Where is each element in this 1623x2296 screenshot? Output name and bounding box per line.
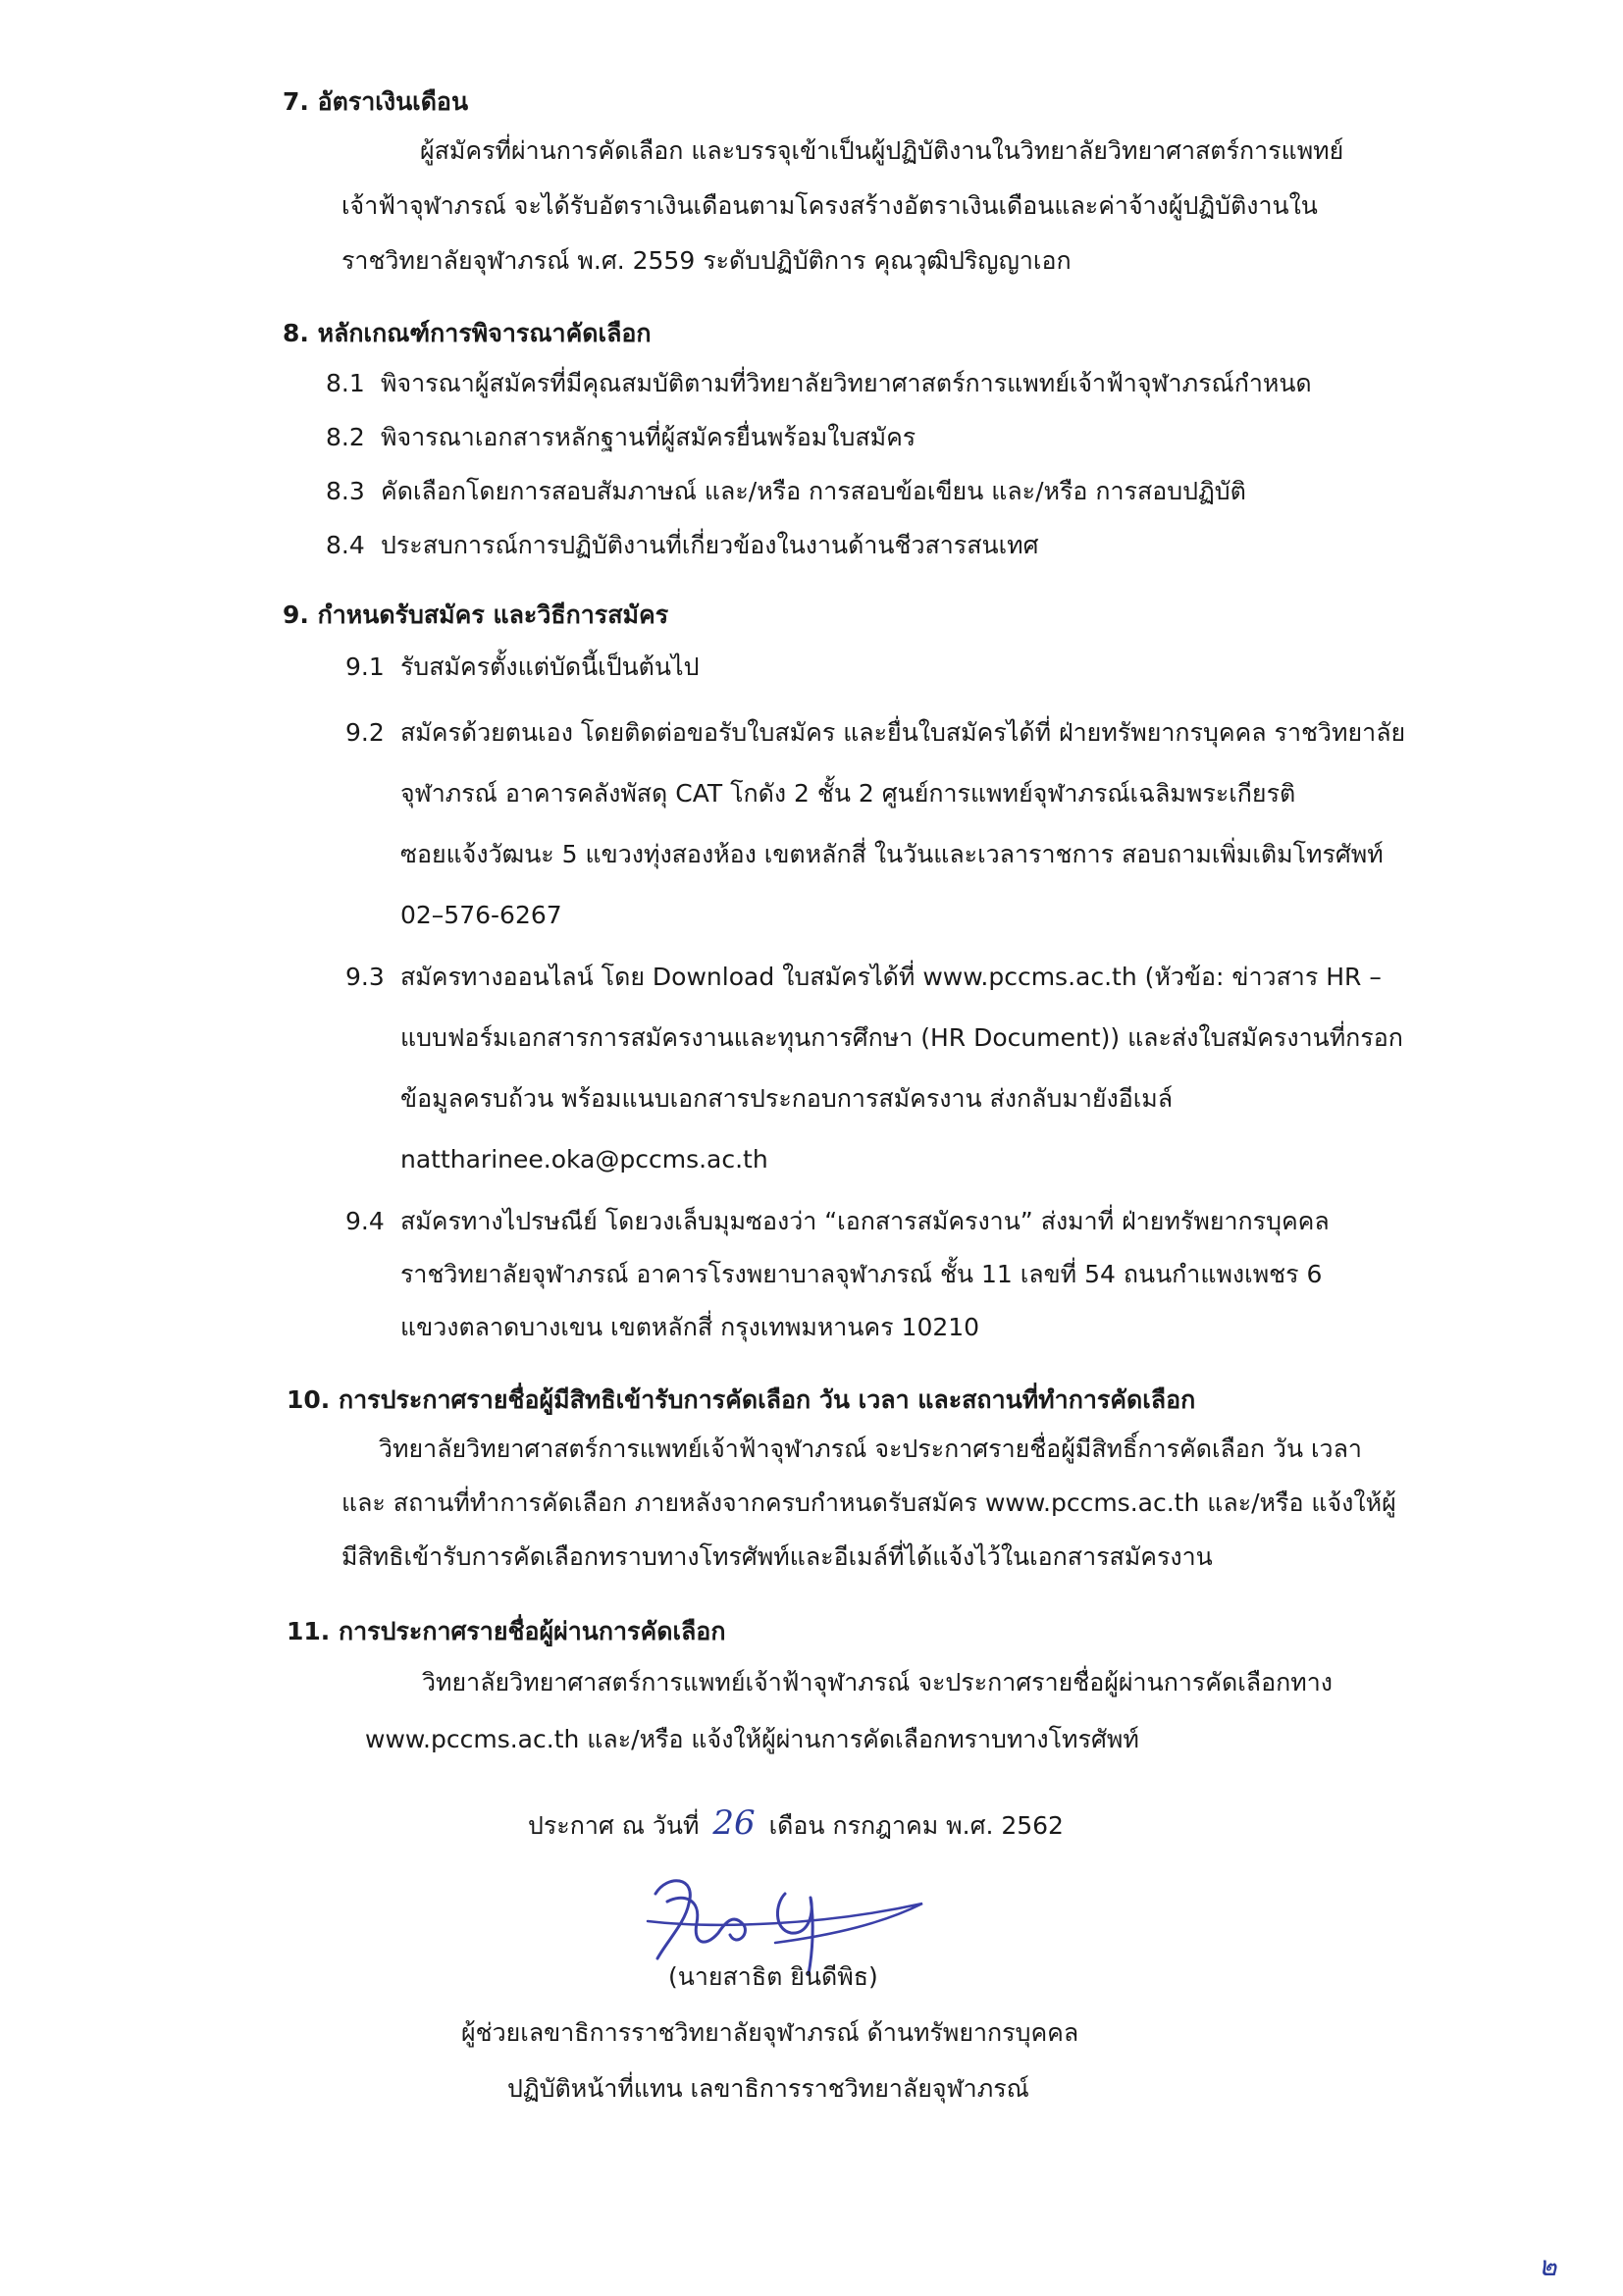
section-7-line: ราชวิทยาลัยจุฬาภรณ์ พ.ศ. 2559 ระดับปฏิบัติการ คุณวุฒิปริญญาเอก xyxy=(341,246,1072,275)
section-7-heading: 7. อัตราเงินเดือน xyxy=(283,87,469,116)
announcement-date xyxy=(528,1800,1064,1848)
section-8-item-text: พิจารณาผู้สมัครที่มีคุณสมบัติตามที่วิทยาลัยวิทยาศาสตร์การแพทย์เจ้าฟ้าจุฬาภรณ์กำหนด xyxy=(381,369,1312,397)
email-address: nattharinee.oka@pccms.ac.th xyxy=(400,1145,768,1174)
section-10-heading: 10. การประกาศรายชื่อผู้มีสิทธิเข้ารับการคัดเลือก วัน เวลา และสถานที่ทำการคัดเลือก xyxy=(287,1385,1196,1414)
section-9-item-number: 9.4 xyxy=(345,1207,385,1235)
section-7-line: ผู้สมัครที่ผ่านการคัดเลือก และบรรจุเข้าเป็นผู้ปฏิบัติงานในวิทยาลัยวิทยาศาสตร์การแพทย์ xyxy=(420,136,1344,165)
section-9-item-line: แบบฟอร์มเอกสารการสมัครงานและทุนการศึกษา (HR Document)) และส่งใบสมัครงานที่กรอก xyxy=(400,1023,1403,1052)
section-9-item-line: ซอยแจ้งวัฒนะ 5 แขวงทุ่งสองห้อง เขตหลักสี่ ในวันและเวลาราชการ สอบถามเพิ่มเติมโทรศัพท์ xyxy=(400,840,1384,868)
section-8-heading: 8. หลักเกณฑ์การพิจารณาคัดเลือก xyxy=(283,319,652,347)
page-number-mark: ๒ xyxy=(1539,2250,1557,2282)
section-8-item-text: ประสบการณ์การปฏิบัติงานที่เกี่ยวข้องในงานด้านชีวสารสนเทศ xyxy=(381,531,1039,559)
announcement-suffix: เดือน กรกฎาคม พ.ศ. 2562 xyxy=(768,1811,1064,1840)
section-11-line: www.pccms.ac.th และ/หรือ แจ้งให้ผู้ผ่านการคัดเลือกทราบทางโทรศัพท์ xyxy=(365,1725,1139,1753)
announcement-prefix: ประกาศ ณ วันที่ xyxy=(528,1811,700,1840)
section-9-item-number: 9.1 xyxy=(345,652,385,681)
section-8-item-number: 8.1 xyxy=(326,369,365,397)
section-9-item-line: รับสมัครตั้งแต่บัดนี้เป็นต้นไป xyxy=(400,652,700,681)
section-7-line: เจ้าฟ้าจุฬาภรณ์ จะได้รับอัตราเงินเดือนตามโครงสร้างอัตราเงินเดือนและค่าจ้างผู้ปฏิบัติงานใน xyxy=(341,191,1318,220)
signer-acting-title: ปฏิบัติหน้าที่แทน เลขาธิการราชวิทยาลัยจุฬาภรณ์ xyxy=(507,2074,1029,2103)
section-8-item-text: คัดเลือกโดยการสอบสัมภาษณ์ และ/หรือ การสอบข้อเขียน และ/หรือ การสอบปฏิบัติ xyxy=(381,477,1246,505)
section-8-item-number: 8.2 xyxy=(326,423,365,451)
section-8-item-number: 8.3 xyxy=(326,477,365,505)
section-9-item-line: แขวงตลาดบางเขน เขตหลักสี่ กรุงเทพมหานคร 10210 xyxy=(400,1313,980,1341)
signer-name: (นายสาธิต ยินดีพิธ) xyxy=(668,1962,878,1991)
section-10-line: มีสิทธิเข้ารับการคัดเลือกทราบทางโทรศัพท์และอีเมล์ที่ได้แจ้งไว้ในเอกสารสมัครงาน xyxy=(341,1542,1213,1571)
section-9-item-line: ราชวิทยาลัยจุฬาภรณ์ อาคารโรงพยาบาลจุฬาภรณ์ ชั้น 11 เลขที่ 54 ถนนกำแพงเพชร 6 xyxy=(400,1260,1323,1288)
section-8-item-number: 8.4 xyxy=(326,531,365,559)
section-9-item-line: 02–576-6267 xyxy=(400,901,562,929)
section-9-item-line: สมัครด้วยตนเอง โดยติดต่อขอรับใบสมัคร และยื่นใบสมัครได้ที่ ฝ่ายทรัพยากรบุคคล ราชวิทยาลัย xyxy=(400,718,1406,747)
handwritten-day: 26 xyxy=(712,1803,756,1843)
section-9-heading: 9. กำหนดรับสมัคร และวิธีการสมัคร xyxy=(283,600,669,629)
signer-title: ผู้ช่วยเลขาธิการราชวิทยาลัยจุฬาภรณ์ ด้านทรัพยากรบุคคล xyxy=(461,2018,1079,2047)
section-9-item-number: 9.3 xyxy=(345,963,385,991)
section-10-line: วิทยาลัยวิทยาศาสตร์การแพทย์เจ้าฟ้าจุฬาภรณ์ จะประกาศรายชื่อผู้มีสิทธิ์การคัดเลือก วัน เวลา xyxy=(379,1435,1362,1463)
section-9-item-line: สมัครทางออนไลน์ โดย Download ใบสมัครได้ที่ www.pccms.ac.th (หัวข้อ: ข่าวสาร HR – xyxy=(400,963,1382,991)
section-10-line: และ สถานที่ทำการคัดเลือก ภายหลังจากครบกำหนดรับสมัคร www.pccms.ac.th และ/หรือ แจ้งให้ผู้ xyxy=(341,1488,1396,1517)
section-11-line: วิทยาลัยวิทยาศาสตร์การแพทย์เจ้าฟ้าจุฬาภรณ์ จะประกาศรายชื่อผู้ผ่านการคัดเลือกทาง xyxy=(422,1668,1333,1696)
section-11-heading: 11. การประกาศรายชื่อผู้ผ่านการคัดเลือก xyxy=(287,1617,726,1645)
section-9-item-line: สมัครทางไปรษณีย์ โดยวงเล็บมุมซองว่า “เอกสารสมัครงาน” ส่งมาที่ ฝ่ายทรัพยากรบุคคล xyxy=(400,1207,1330,1235)
section-9-item-line: ข้อมูลครบถ้วน พร้อมแนบเอกสารประกอบการสมัครงาน ส่งกลับมายังอีเมล์ xyxy=(400,1084,1174,1113)
section-9-item-number: 9.2 xyxy=(345,718,385,747)
section-9-item-line: จุฬาภรณ์ อาคารคลังพัสดุ CAT โกดัง 2 ชั้น 2 ศูนย์การแพทย์จุฬาภรณ์เฉลิมพระเกียรติ xyxy=(400,779,1296,808)
section-8-item-text: พิจารณาเอกสารหลักฐานที่ผู้สมัครยื่นพร้อมใบสมัคร xyxy=(381,423,916,451)
